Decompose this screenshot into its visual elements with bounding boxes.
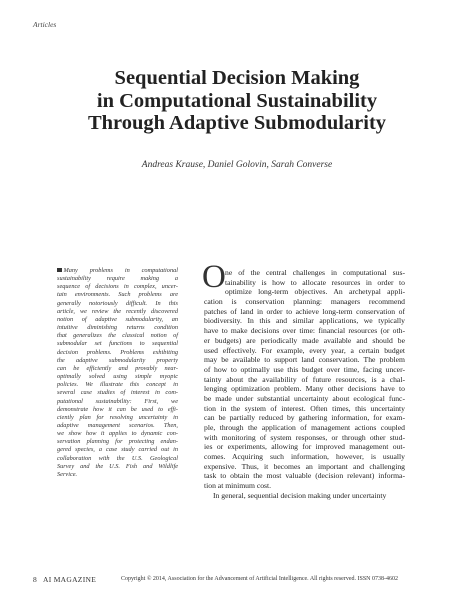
- body-line: can be partially reduced by gathering information, for exam-: [204, 413, 405, 423]
- abstract-line: [57, 267, 178, 275]
- body-line: may be available to support land conservation. The problem: [204, 355, 405, 365]
- abstract-line: intuitive diminishing returns condition: [57, 324, 178, 332]
- body-line: comes. Acquiring such information, however, is usually: [204, 452, 405, 462]
- copyright-notice: Copyright © 2014, Association for the Advancement of Artificial Intelligence. All rights reserved. ISSN 0738-4602: [121, 576, 399, 582]
- abstract-line-text: Many problems in computational: [63, 267, 178, 274]
- body-line: expensive. Thus, it becomes an important and challenging: [204, 461, 405, 471]
- abstract-line: sequence of decisions in complex, uncer-: [57, 283, 178, 291]
- author-list: Andreas Krause, Daniel Golovin, Sarah Converse: [141, 160, 333, 170]
- body-line: er budgets) are periodically made available and should be: [204, 335, 405, 345]
- abstract-line: gered species, a case study carried out in: [57, 446, 178, 454]
- body-line: tainability is how to allocate resources in order to: [225, 277, 405, 287]
- body-text: [204, 268, 405, 501]
- abstract-line: Survey and the U.S. Fish and Wildlife: [57, 462, 178, 470]
- body-line: of how to optimally use this budget over time, facing uncer-: [204, 364, 405, 374]
- body-line: used effectively. For example, every year, a certain budget: [204, 345, 405, 355]
- abstract-line: the adaptive submodularity property: [57, 356, 178, 364]
- body-line: tion in the system of interest. Often times, this uncertainty: [204, 403, 405, 413]
- body-line: lenging optimization problem. Many other decisions have to: [204, 384, 405, 394]
- title-line: in Computational Sustainability: [96, 89, 378, 112]
- body-line: tion at minimum cost.: [204, 481, 272, 491]
- title-line: Sequential Decision Making: [114, 67, 360, 89]
- abstract-line: notion of adaptive submodularity, an: [57, 315, 178, 323]
- body-line: task to obtain the most valuable (decision relevant) informa-: [204, 471, 405, 481]
- abstract-line: collaboration with the U.S. Geological: [57, 454, 178, 462]
- body-line: ne of the central challenges in computational sus-: [225, 268, 405, 277]
- title-line: Through Adaptive Submodularity: [87, 112, 387, 134]
- abstract: [57, 267, 178, 479]
- body-line: with monitoring of system responses, or through other stud-: [204, 432, 405, 442]
- abstract-line: adaptive management scenarios. Then,: [57, 421, 178, 429]
- abstract-line: optimally solved using simple myopic: [57, 373, 178, 381]
- abstract-line: generally notoriously difficult. In this: [57, 299, 178, 307]
- abstract-line: can be efficiently and provably near-: [57, 364, 178, 372]
- body-line: tainty about the availability of future resources, is a chal-: [204, 374, 405, 384]
- body-line: In general, sequential decision making under uncertainty: [213, 490, 387, 500]
- abstract-line: that generalizes the classical notion of: [57, 332, 178, 340]
- body-line: patches of land in order to achieve long-term conservation of: [204, 306, 405, 316]
- drop-cap: O: [202, 259, 226, 295]
- abstract-line: tain environments. Such problems are: [57, 291, 178, 299]
- abstract-line: decision problems. Problems exhibiting: [57, 348, 178, 356]
- article-title: [30, 67, 444, 135]
- abstract-line: article, we review the recently discovered: [57, 307, 178, 315]
- abstract-line: demonstrate how it can be used to effi-: [57, 405, 178, 413]
- body-line: have to make decisions over time: financial resources (or oth-: [204, 326, 405, 336]
- abstract-line: Service.: [57, 470, 78, 478]
- abstract-line: several case studies of interest in com-: [57, 389, 178, 397]
- body-line: biodiversity. In this and similar applications, we typically: [204, 316, 405, 326]
- body-line: optimize long-term objectives. An archetypal appli-: [225, 287, 405, 297]
- square-bullet-icon: [57, 268, 62, 273]
- abstract-line: policies. We illustrate this concept in: [57, 381, 178, 389]
- body-line: cation is conservation planning: managers recommend: [204, 297, 405, 307]
- abstract-line: submodular set functions to sequential: [57, 340, 178, 348]
- abstract-line: sustainability require making a: [57, 275, 178, 283]
- body-line: be made under substantial uncertainty about ecological func-: [204, 393, 405, 403]
- abstract-line: ciently plan for resolving uncertainty in: [57, 413, 178, 421]
- body-line: ies or experiments, allowing for improved management out-: [204, 442, 405, 452]
- magazine-name: AI MAGAZINE: [43, 575, 97, 584]
- abstract-line: putational sustainability: First, we: [57, 397, 178, 405]
- abstract-line: we show how it applies to dynamic con-: [57, 430, 178, 438]
- page-number: 8: [33, 575, 37, 584]
- section-label: Articles: [33, 20, 57, 29]
- abstract-line: servation planning for protecting endan-: [57, 438, 178, 446]
- body-line: ple, through the application of management actions coupled: [204, 423, 405, 432]
